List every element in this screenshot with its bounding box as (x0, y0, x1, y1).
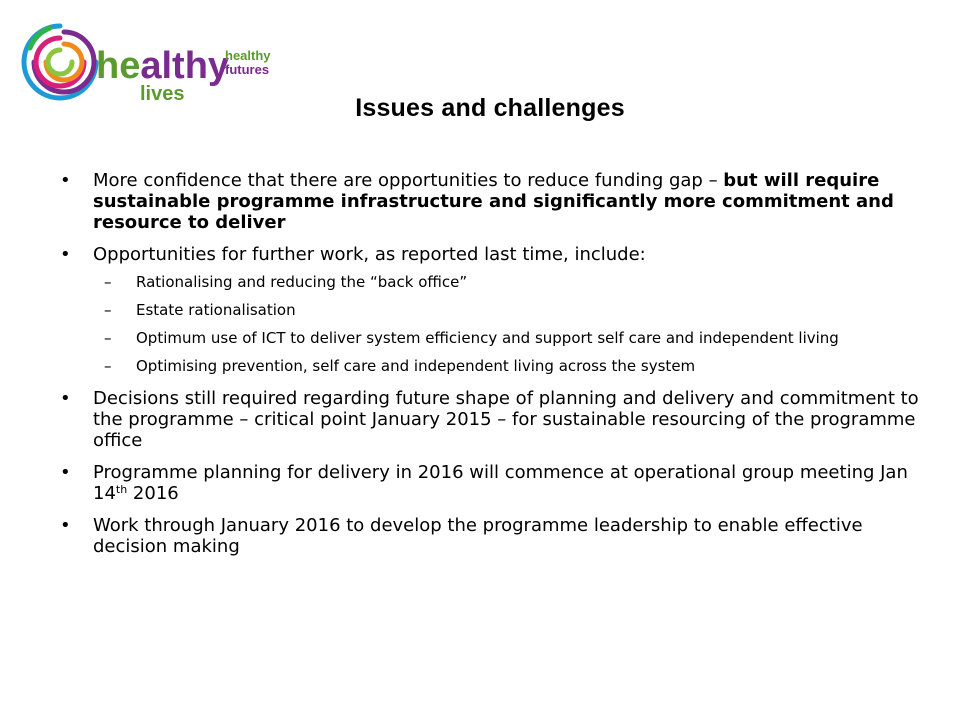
bullet-text: Decisions still required regarding future shape of planning and delivery and commitment to the programme – critical point January 2015 – for sustainable resourcing of the programme office (93, 388, 919, 451)
bullet-glyph: • (60, 170, 71, 191)
logo-tag-futures: futures (225, 62, 270, 77)
logo-graphic (20, 18, 282, 106)
bullet-item (60, 462, 920, 504)
bullet-item (60, 388, 920, 451)
sub-bullet-text: Optimum use of ICT to deliver system efficiency and support self care and independent living (136, 329, 839, 347)
bullet-glyph: • (60, 515, 71, 536)
sub-bullet-item (60, 357, 920, 376)
sub-bullet-list (60, 273, 920, 376)
bullet-glyph: • (60, 462, 71, 483)
sub-bullet-text: Optimising prevention, self care and independent living across the system (136, 357, 696, 375)
logo-tag-healthy: healthy (225, 48, 271, 63)
bullet-glyph: • (60, 244, 71, 265)
sub-bullet-text: Estate rationalisation (136, 301, 296, 319)
bullet-glyph: • (60, 388, 71, 409)
dash-glyph: – (104, 357, 112, 375)
bullet-text: Work through January 2016 to develop the programme leadership to enable effective decision making (93, 515, 863, 557)
logo-text-main: healthy (96, 45, 230, 87)
dash-glyph: – (104, 329, 112, 347)
bullet-text-bold: but will require sustainable programme infrastructure and significantly more commitment and resource to deliver (93, 170, 894, 233)
sub-bullet-text: Rationalising and reducing the “back office” (136, 273, 468, 291)
bullet-text: More confidence that there are opportunities to reduce funding gap – (93, 170, 724, 191)
sub-bullet-item (60, 273, 920, 292)
bullet-text: Programme planning for delivery in 2016 will commence at operational group meeting Jan 14 (93, 462, 908, 504)
bullet-text-end: 2016 (127, 483, 179, 504)
bullet-item (60, 244, 920, 265)
sub-bullet-item (60, 329, 920, 348)
logo-text-lives: lives (140, 83, 185, 105)
dash-glyph: – (104, 301, 112, 319)
sub-bullet-item (60, 301, 920, 320)
superscript: th (115, 483, 128, 496)
bullet-list (60, 170, 920, 568)
slide-title: Issues and challenges (355, 94, 625, 122)
bullet-item (60, 515, 920, 557)
dash-glyph: – (104, 273, 112, 291)
bullet-item (60, 170, 920, 233)
bullet-text: Opportunities for further work, as reported last time, include: (93, 244, 646, 265)
healthy-lives-logo (20, 18, 282, 106)
